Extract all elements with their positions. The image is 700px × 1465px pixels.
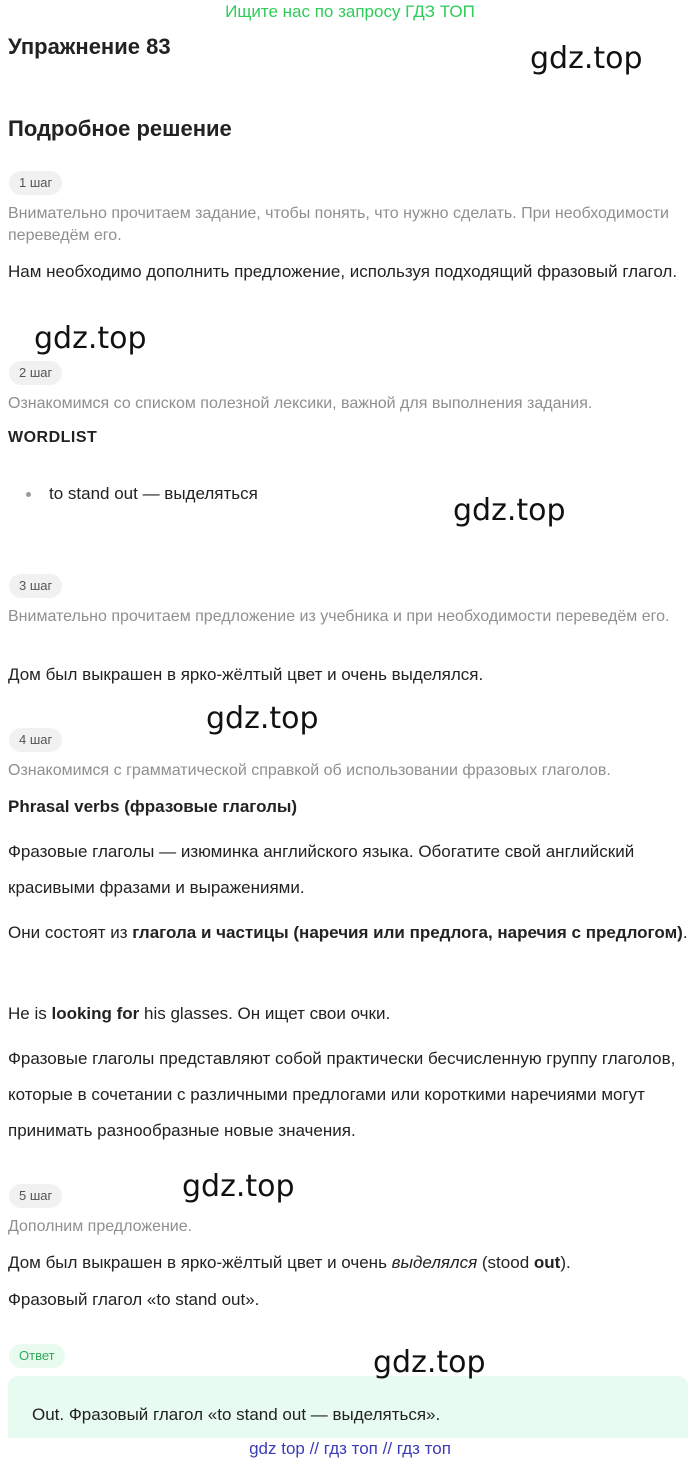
footer-links[interactable]: gdz top // гдз топ // гдз топ [249,1439,451,1458]
wordlist-item: to stand out — выделяться [49,484,258,503]
step-5-note: Фразовый глагол «to stand out». [8,1290,260,1309]
watermark: gdz.top [453,493,566,528]
step-3-hint: Внимательно прочитаем предложение из учебника и при необходимости переведём его. [8,608,670,625]
answer-text: Out. Фразовый глагол «to stand out — выделяться». [32,1405,441,1424]
section-title: Подробное решение [8,116,232,141]
step-4-paragraph-4: Фразовые глаголы представляют собой практически бесчисленную группу глаголов, которые в сочетании с различными предлогами или короткими наречиями могут принимать разнообразные новые значения. [8,1049,676,1140]
step-4-badge: 4 шаг [9,728,62,752]
watermark: gdz.top [373,1345,486,1380]
exercise-title: Упражнение 83 [8,34,171,59]
step-4-paragraph-2: Они состоят из глагола и частицы (наречия или предлога, наречия с предлогом). [8,923,688,942]
bullet-dot [26,492,31,497]
wordlist-title: WORDLIST [8,429,98,446]
step-1-badge: 1 шаг [9,171,62,195]
step-4-example: He is looking for his glasses. Он ищет свои очки. [8,1004,391,1023]
step-1-hint: Внимательно прочитаем задание, чтобы понять, что нужно сделать. При необходимости переведём его. [8,205,669,244]
step-5-sentence: Дом был выкрашен в ярко-жёлтый цвет и очень выделялся (stood out). [8,1253,571,1272]
watermark: gdz.top [182,1169,295,1204]
step-4-heading: Phrasal verbs (фразовые глаголы) [8,797,298,816]
step-3-badge: 3 шаг [9,574,62,598]
step-3-text: Дом был выкрашен в ярко-жёлтый цвет и очень выделялся. [8,665,484,684]
step-2-hint: Ознакомимся со списком полезной лексики, важной для выполнения задания. [8,395,593,412]
watermark: gdz.top [34,321,147,356]
step-4-hint: Ознакомимся с грамматической справкой об использовании фразовых глаголов. [8,762,611,779]
step-1-text: Нам необходимо дополнить предложение, используя подходящий фразовый глагол. [8,262,678,281]
step-5-hint: Дополним предложение. [8,1218,193,1235]
top-banner[interactable]: Ищите нас по запросу ГДЗ ТОП [225,2,475,21]
answer-badge: Ответ [9,1344,65,1368]
watermark: gdz.top [206,701,319,736]
step-2-badge: 2 шаг [9,361,62,385]
step-5-badge: 5 шаг [9,1184,62,1208]
watermark: gdz.top [530,41,643,76]
step-4-paragraph-1: Фразовые глаголы — изюминка английского языка. Обогатите свой английский красивыми фразами и выражениями. [8,842,635,897]
